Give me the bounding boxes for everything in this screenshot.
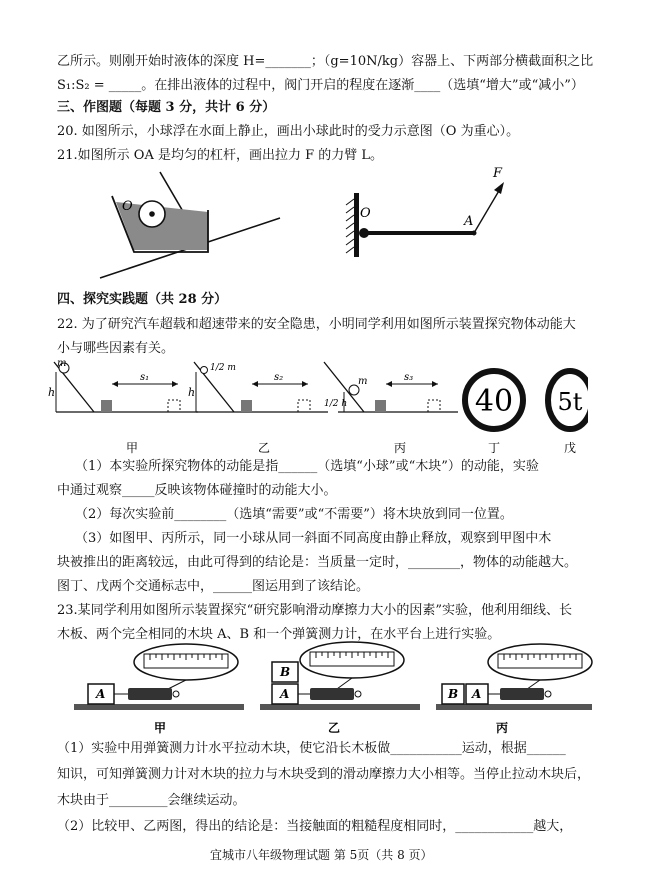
text-line: S₁:S₂ = _____。在排出液体的过程中，阀门开启的程度在逐渐____（选填“增大”或“减小”） xyxy=(57,78,584,93)
label-o: O xyxy=(122,199,133,214)
text-line: 乙所示。则刚开始时液体的深度 H=_______；（g=10N/kg）容器上、下两部分横截面积之比 xyxy=(57,54,594,69)
svg-text:丙: 丙 xyxy=(394,441,407,455)
svg-text:m: m xyxy=(358,376,368,387)
setup-23-yi xyxy=(260,642,420,735)
svg-text:B: B xyxy=(448,687,459,701)
text-line: 木块由于_________会继续运动。 xyxy=(57,793,246,808)
text-line: 图丁、戊两个交通标志中，______图运用到了该结论。 xyxy=(57,579,370,594)
text-line: （3）如图甲、丙所示，同一小球从同一斜面不同高度由静止释放，观察到甲图中木 xyxy=(75,531,552,546)
text-line: 知识，可知弹簧测力计对木块的拉力与木块受到的滑动摩擦力大小相等。当停止拉动木块后， xyxy=(57,767,591,782)
svg-text:甲: 甲 xyxy=(126,441,139,455)
page-footer: 宜城市八年级物理试题 第 5页（共 8 页） xyxy=(210,848,433,862)
text-line: 块被推出的距离较远，由此可得到的结论是：当质量一定时，________，物体的动能越大。 xyxy=(57,555,578,570)
svg-text:s₂: s₂ xyxy=(274,372,284,383)
svg-text:B: B xyxy=(280,665,291,679)
text-line: 中通过观察_____反映该物体碰撞时的动能大小。 xyxy=(57,483,337,498)
svg-text:m: m xyxy=(57,358,67,369)
svg-text:A: A xyxy=(472,687,482,701)
traffic-sign-weight xyxy=(548,371,588,429)
section-heading: 四、探究实践题（共 28 分） xyxy=(57,292,228,307)
question-21: 21.如图所示 OA 是均匀的杠杆，画出拉力 F 的力臂 L。 xyxy=(57,148,384,163)
setup-bing xyxy=(324,362,458,412)
figure-21 xyxy=(340,165,520,265)
setup-23-jia xyxy=(74,644,244,735)
section-heading: 三、作图题（每题 3 分，共计 6 分） xyxy=(57,100,276,115)
figure-22 xyxy=(48,356,588,456)
setup-yi xyxy=(188,362,328,412)
setup-jia xyxy=(48,358,198,412)
text-line: （2）每次实验前________（选填“需要”或“不需要”）将木块放到同一位置。 xyxy=(75,507,513,522)
svg-text:乙: 乙 xyxy=(258,441,271,455)
setup-23-bing xyxy=(436,644,592,735)
text-line: （1）实验中用弹簧测力计水平拉动木块，使它沿长木板做___________运动，根据______ xyxy=(57,741,566,756)
svg-text:1/2 m: 1/2 m xyxy=(210,363,236,373)
text-line: 木板、两个完全相同的木块 A、B 和一个弹簧测力计，在水平台上进行实验。 xyxy=(57,627,501,642)
question-23: 23.某同学利用如图所示装置探究“研究影响滑动摩擦力大小的因素”实验，他利用细线、长 xyxy=(57,603,572,618)
svg-text:s₃: s₃ xyxy=(404,372,414,383)
svg-text:A: A xyxy=(96,687,106,701)
question-22: 22. 为了研究汽车超载和超速带来的安全隐患，小明同学利用如图所示装置探究物体动能大 xyxy=(57,317,576,332)
svg-text:甲: 甲 xyxy=(154,721,167,735)
traffic-sign-speed xyxy=(465,371,523,429)
label-a: A xyxy=(464,214,474,229)
svg-text:戊: 戊 xyxy=(564,441,577,455)
svg-text:h: h xyxy=(48,386,56,399)
figure-20 xyxy=(98,170,288,282)
label-f: F xyxy=(493,166,503,181)
svg-text:A: A xyxy=(280,687,290,701)
question-20: 20. 如图所示，小球浮在水面上静止，画出小球此时的受力示意图（O 为重心）。 xyxy=(57,124,520,139)
label-o: O xyxy=(360,206,371,221)
svg-text:s₁: s₁ xyxy=(140,372,150,383)
svg-text:5t: 5t xyxy=(557,388,583,416)
text-line: （2）比较甲、乙两图，得出的结论是：当接触面的粗糙程度相同时，____________越大， xyxy=(57,819,573,834)
svg-text:乙: 乙 xyxy=(328,721,341,735)
svg-text:1/2 h: 1/2 h xyxy=(324,399,348,409)
figure-23 xyxy=(66,640,596,736)
svg-text:丁: 丁 xyxy=(488,441,501,455)
svg-text:h: h xyxy=(188,386,196,399)
text-line: （1）本实验所探究物体的动能是指______（选填“小球”或“木块”）的动能，实验 xyxy=(75,459,539,474)
svg-text:丙: 丙 xyxy=(496,721,509,735)
svg-text:40: 40 xyxy=(474,384,514,419)
text-line: 小与哪些因素有关。 xyxy=(57,341,175,356)
